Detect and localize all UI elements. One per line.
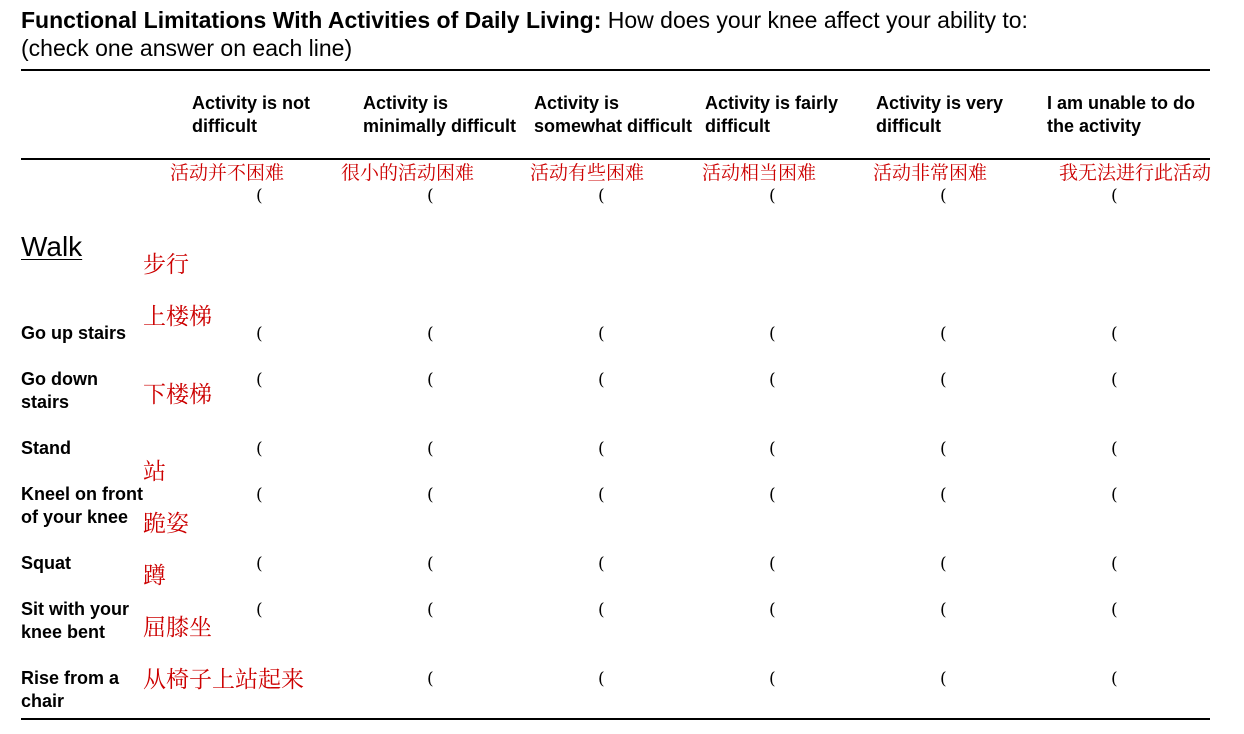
row-translation-rise-from-chair: 从椅子上站起来	[143, 667, 304, 693]
row-label-squat: Squat	[21, 553, 72, 573]
option-go-up-stairs-fairly-difficult[interactable]: (	[769, 324, 776, 344]
option-sit-knee-bent-not-difficult[interactable]: (	[256, 600, 263, 620]
option-squat-very-difficult[interactable]: (	[940, 554, 947, 574]
section-title-walk-translation: 步行	[143, 252, 189, 278]
option-squat-somewhat-difficult[interactable]: (	[598, 554, 605, 574]
option-go-up-stairs-minimally-difficult[interactable]: (	[427, 324, 434, 344]
option-squat-unable[interactable]: (	[1111, 554, 1118, 574]
row-translation-sit-knee-bent: 屈膝坐	[143, 615, 212, 641]
option-go-down-stairs-minimally-difficult[interactable]: (	[427, 370, 434, 390]
row-translation-go-up-stairs: 上楼梯	[143, 304, 212, 330]
row-label-kneel: Kneel on front of your knee	[21, 484, 143, 527]
option-rise-from-chair-fairly-difficult[interactable]: (	[769, 669, 776, 689]
option-go-down-stairs-fairly-difficult[interactable]: (	[769, 370, 776, 390]
header-option-somewhat-difficult: (	[598, 186, 605, 206]
header-option-not-difficult: (	[256, 186, 263, 206]
option-kneel-not-difficult[interactable]: (	[256, 485, 263, 505]
row-translation-go-down-stairs: 下楼梯	[143, 382, 212, 408]
option-squat-not-difficult[interactable]: (	[256, 554, 263, 574]
column-translation-somewhat-difficult: 活动有些困难	[530, 162, 645, 184]
option-stand-somewhat-difficult[interactable]: (	[598, 439, 605, 459]
form-title-question: How does your knee affect your ability to:	[601, 7, 1028, 33]
option-go-down-stairs-unable[interactable]: (	[1111, 370, 1118, 390]
option-kneel-minimally-difficult[interactable]: (	[427, 485, 434, 505]
column-header-minimally-difficult: Activity is minimally difficult	[363, 93, 517, 136]
option-go-down-stairs-not-difficult[interactable]: (	[256, 370, 263, 390]
row-label-sit-knee-bent: Sit with your knee bent	[21, 599, 129, 642]
column-translation-minimally-difficult: 很小的活动困难	[341, 162, 475, 184]
option-go-down-stairs-very-difficult[interactable]: (	[940, 370, 947, 390]
column-translation-unable: 我无法进行此活动	[1059, 162, 1212, 184]
option-go-up-stairs-unable[interactable]: (	[1111, 324, 1118, 344]
option-sit-knee-bent-somewhat-difficult[interactable]: (	[598, 600, 605, 620]
option-stand-not-difficult[interactable]: (	[256, 439, 263, 459]
header-divider	[21, 158, 1210, 160]
column-header-very-difficult: Activity is very difficult	[876, 93, 1004, 136]
option-squat-minimally-difficult[interactable]: (	[427, 554, 434, 574]
column-header-not-difficult: Activity is not difficult	[192, 93, 311, 136]
option-go-up-stairs-not-difficult[interactable]: (	[256, 324, 263, 344]
option-kneel-somewhat-difficult[interactable]: (	[598, 485, 605, 505]
header-option-minimally-difficult: (	[427, 186, 434, 206]
option-stand-fairly-difficult[interactable]: (	[769, 439, 776, 459]
row-label-go-down-stairs: Go down stairs	[21, 369, 98, 412]
row-label-rise-from-chair: Rise from a chair	[21, 668, 120, 711]
option-rise-from-chair-minimally-difficult[interactable]: (	[427, 669, 434, 689]
header-option-fairly-difficult: (	[769, 186, 776, 206]
row-translation-kneel: 跪姿	[143, 511, 189, 537]
column-header-unable: I am unable to do the activity	[1047, 93, 1196, 136]
column-header-fairly-difficult: Activity is fairly difficult	[705, 93, 839, 136]
column-translation-not-difficult: 活动并不困难	[170, 162, 285, 184]
column-translation-very-difficult: 活动非常困难	[873, 162, 988, 184]
row-label-go-up-stairs: Go up stairs	[21, 323, 127, 343]
row-label-stand: Stand	[21, 438, 72, 458]
section-title-walk: Walk	[21, 231, 83, 262]
option-rise-from-chair-unable[interactable]: (	[1111, 669, 1118, 689]
form-title	[21, 6, 1028, 34]
header-option-very-difficult: (	[940, 186, 947, 206]
option-go-up-stairs-somewhat-difficult[interactable]: (	[598, 324, 605, 344]
header-option-unable: (	[1111, 186, 1118, 206]
option-sit-knee-bent-unable[interactable]: (	[1111, 600, 1118, 620]
option-rise-from-chair-very-difficult[interactable]: (	[940, 669, 947, 689]
option-go-down-stairs-somewhat-difficult[interactable]: (	[598, 370, 605, 390]
option-sit-knee-bent-very-difficult[interactable]: (	[940, 600, 947, 620]
option-kneel-unable[interactable]: (	[1111, 485, 1118, 505]
option-go-up-stairs-very-difficult[interactable]: (	[940, 324, 947, 344]
top-divider	[21, 69, 1210, 71]
column-translation-fairly-difficult: 活动相当困难	[702, 162, 817, 184]
option-stand-unable[interactable]: (	[1111, 439, 1118, 459]
form-instruction: (check one answer on each line)	[21, 35, 353, 61]
option-stand-minimally-difficult[interactable]: (	[427, 439, 434, 459]
bottom-divider	[21, 718, 1210, 720]
option-kneel-very-difficult[interactable]: (	[940, 485, 947, 505]
column-header-somewhat-difficult: Activity is somewhat difficult	[534, 93, 693, 136]
option-rise-from-chair-somewhat-difficult[interactable]: (	[598, 669, 605, 689]
option-stand-very-difficult[interactable]: (	[940, 439, 947, 459]
row-translation-stand: 站	[143, 459, 166, 485]
option-sit-knee-bent-minimally-difficult[interactable]: (	[427, 600, 434, 620]
option-squat-fairly-difficult[interactable]: (	[769, 554, 776, 574]
option-sit-knee-bent-fairly-difficult[interactable]: (	[769, 600, 776, 620]
option-kneel-fairly-difficult[interactable]: (	[769, 485, 776, 505]
form-title-bold: Functional Limitations With Activities of Daily Living:	[21, 7, 602, 33]
row-translation-squat: 蹲	[143, 563, 166, 589]
